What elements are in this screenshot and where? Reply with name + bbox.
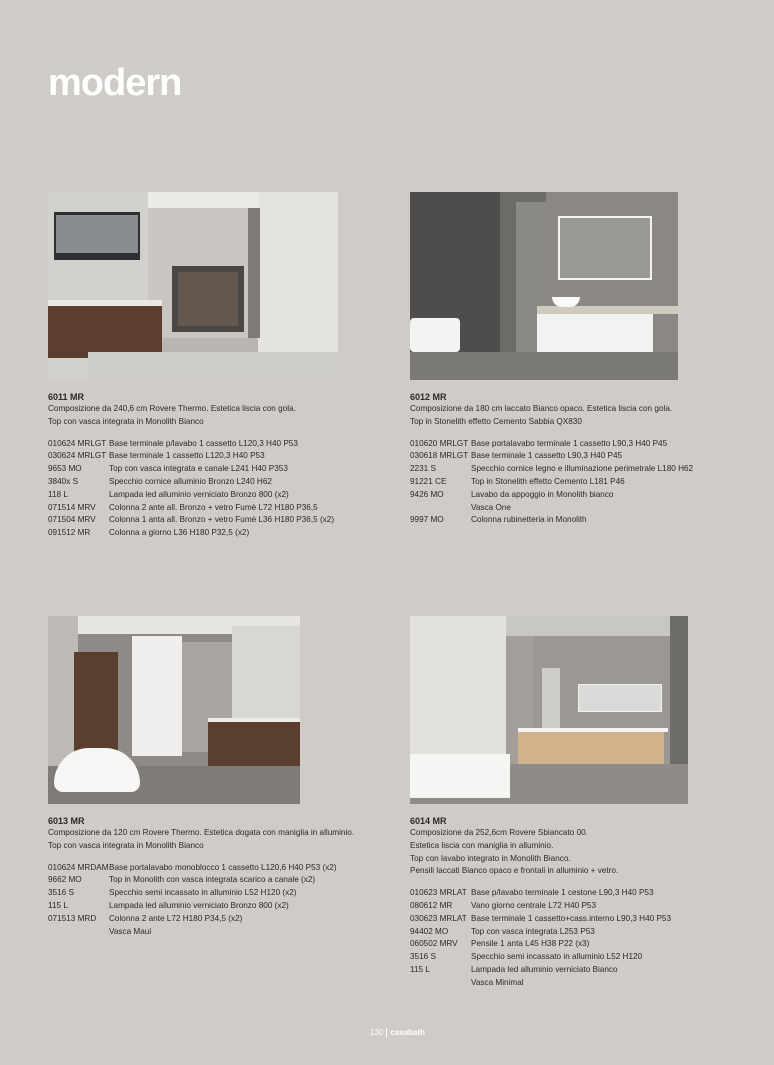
list-item: 060502 MRV Pensile 1 anta L45 H38 P22 (x3) [410, 939, 590, 949]
product-6013 [48, 616, 378, 938]
product-6012 [410, 192, 740, 527]
page-title: modern [48, 62, 182, 104]
product-code: 6012 MR [410, 392, 447, 402]
list-item: 010620 MRLGT Base portalavabo terminale 1 cassetto L90,3 H40 P45 [410, 438, 668, 448]
photo-6012 [410, 192, 678, 380]
list-item: 115 L Lampada led alluminio verniciato Bronzo 800 (x2) [48, 900, 289, 910]
list-item: 030623 MRLAT Base terminale 1 cassetto+cass.interno L90,3 H40 P53 [410, 913, 672, 923]
product-description: Composizione da 120 cm Rovere Thermo. Estetica dogata con maniglia in alluminio. Top con vasca integrata in Monolith Bianco [48, 828, 355, 850]
product-6014 [410, 616, 740, 990]
photo-6014 [410, 616, 688, 804]
brand-name: casabath [390, 1028, 426, 1037]
list-item: 071514 MRV Colonna 2 ante all. Bronzo + vetro Fumè L72 H180 P36,5 [48, 502, 318, 512]
product-code: 6013 MR [48, 816, 85, 826]
list-item: 010623 MRLAT Base p/lavabo terminale 1 cestone L90,3 H40 P53 [410, 888, 654, 898]
list-item: 030624 MRLGT Base terminale 1 cassetto L120,3 H40 P53 [48, 451, 265, 461]
list-item: 9997 MO Colonna rubinetteria in Monolith [410, 515, 587, 525]
list-item: 9426 MO Lavabo da appoggio in Monolith bianco [410, 489, 614, 499]
list-item: 010624 MRLGT Base terminale p/lavabo 1 cassetto L120,3 H40 P53 [48, 438, 298, 448]
list-item: 071504 MRV Colonna 1 anta all. Bronzo + vetro Fumè L36 H180 P36,5 (x2) [48, 515, 335, 525]
list-item: 030618 MRLGT Base terminale 1 cassetto L90,3 H40 P45 [410, 451, 623, 461]
list-item: Vasca Maui [109, 926, 152, 936]
product-description: Composizione da 180 cm laccato Bianco opaco. Estetica liscia con gola. Top in Stonelith effetto Cemento Sabbia QX830 [410, 404, 673, 426]
list-item: Vasca One [471, 502, 511, 512]
list-item: 010624 MRDAM Base portalavabo monoblocco 1 cassetto L120,6 H40 P53 (x2) [48, 862, 337, 872]
list-item: 091512 MR Colonna a giorno L36 H180 P32,5 (x2) [48, 528, 250, 538]
product-code: 6011 MR [48, 392, 85, 402]
page-footer [370, 1028, 425, 1037]
product-description: Composizione da 252,6cm Rovere Sbiancato 00. Estetica liscia con maniglia in alluminio. Top con lavabo integrato in Monolith Bianco. Pensili laccati Bianco opaco e frontali in alluminio + vetro. [410, 828, 619, 876]
list-item: 115 L Lampada led alluminio verniciato Bianco [410, 964, 618, 974]
list-item: 080612 MR Vano giorno centrale L72 H40 P53 [410, 900, 597, 910]
product-description: Composizione da 240,6 cm Rovere Thermo. Estetica liscia con gola. Top con vasca integrata in Monolith Bianco [48, 404, 296, 426]
product-6011 [48, 192, 378, 540]
page-number: 130 [370, 1028, 387, 1037]
product-code: 6014 MR [410, 816, 447, 826]
list-item: 9662 MO Top in Monolith con vasca integrata scarico a canale (x2) [48, 875, 316, 885]
list-item: 91221 CE Top in Stonelith effetto Cemento L181 P46 [410, 476, 625, 486]
list-item: Vasca Minimal [471, 977, 524, 987]
list-item: 94402 MO Top con vasca integrata L253 P53 [410, 926, 595, 936]
photo-6013 [48, 616, 300, 804]
list-item: 3516 S Specchio semi incassato in alluminio L52 H120 [410, 952, 643, 962]
photo-6011 [48, 192, 338, 380]
list-item: 071513 MRD Colonna 2 ante L72 H180 P34,5 (x2) [48, 913, 243, 923]
list-item: 118 L Lampada led alluminio verniciato Bronzo 800 (x2) [48, 489, 289, 499]
list-item: 3840x S Specchio cornice alluminio Bronzo L240 H62 [48, 476, 272, 486]
list-item: 9653 MO Top con vasca integrata e canale L241 H40 P353 [48, 464, 288, 474]
list-item: 2231 S Specchio cornice legno e illuminazione perimetrale L180 H62 [410, 464, 694, 474]
list-item: 3516 S Specchio semi incassato in alluminio L52 H120 (x2) [48, 888, 297, 898]
